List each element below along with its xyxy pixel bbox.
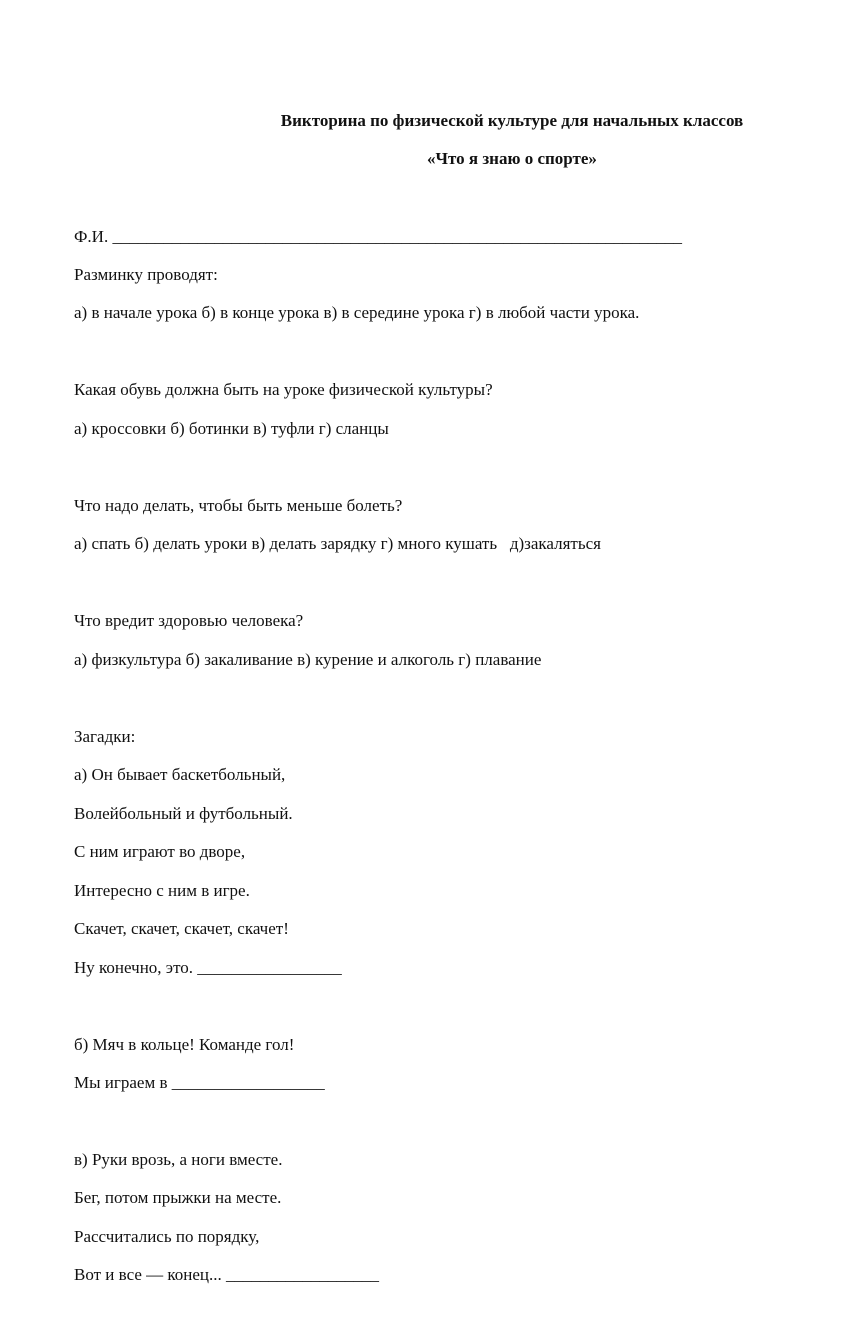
riddle-c-answer-line: Вот и все — конец... __________________ <box>74 1265 380 1284</box>
question-3-answers: а) спать б) делать уроки в) делать зарядку г) много кушать д)закаляться <box>74 534 601 553</box>
riddle-a-line: Интересно с ним в игре. <box>74 881 250 900</box>
question-2: Какая обувь должна быть на уроке физической культуры? <box>74 380 493 399</box>
question-1-answers: а) в начале урока б) в конце урока в) в середине урока г) в любой части урока. <box>74 303 640 322</box>
riddle-b-answer-line: Мы играем в __________________ <box>74 1073 325 1092</box>
question-4-answers: а) физкультура б) закаливание в) курение и алкоголь г) плавание <box>74 650 542 669</box>
riddle-b-line: б) Мяч в кольце! Команде гол! <box>74 1035 295 1054</box>
document-title: Викторина по физической культуре для начальных классов <box>280 111 744 130</box>
riddles-heading: Загадки: <box>74 727 136 746</box>
riddle-c-line: Бег, потом прыжки на месте. <box>74 1188 282 1207</box>
question-1: Разминку проводят: <box>74 265 218 284</box>
riddle-a-answer-line: Ну конечно, это. _________________ <box>74 958 342 977</box>
question-2-answers: а) кроссовки б) ботинки в) туфли г) сланцы <box>74 419 389 438</box>
document-subtitle: «Что я знаю о спорте» <box>427 149 597 168</box>
riddle-a-line: Скачет, скачет, скачет, скачет! <box>74 919 289 938</box>
riddle-a-line: а) Он бывает баскетбольный, <box>74 765 286 784</box>
riddle-c-line: в) Руки врозь, а ноги вместе. <box>74 1150 283 1169</box>
riddle-a-line: Волейбольный и футбольный. <box>74 804 293 823</box>
riddle-c-line: Рассчитались по порядку, <box>74 1227 260 1246</box>
question-3: Что надо делать, чтобы быть меньше болеть? <box>74 496 403 515</box>
question-4: Что вредит здоровью человека? <box>74 611 304 630</box>
riddle-a-line: С ним играют во дворе, <box>74 842 246 861</box>
name-field-line: Ф.И. ___________________________________________________________________ <box>74 227 682 246</box>
